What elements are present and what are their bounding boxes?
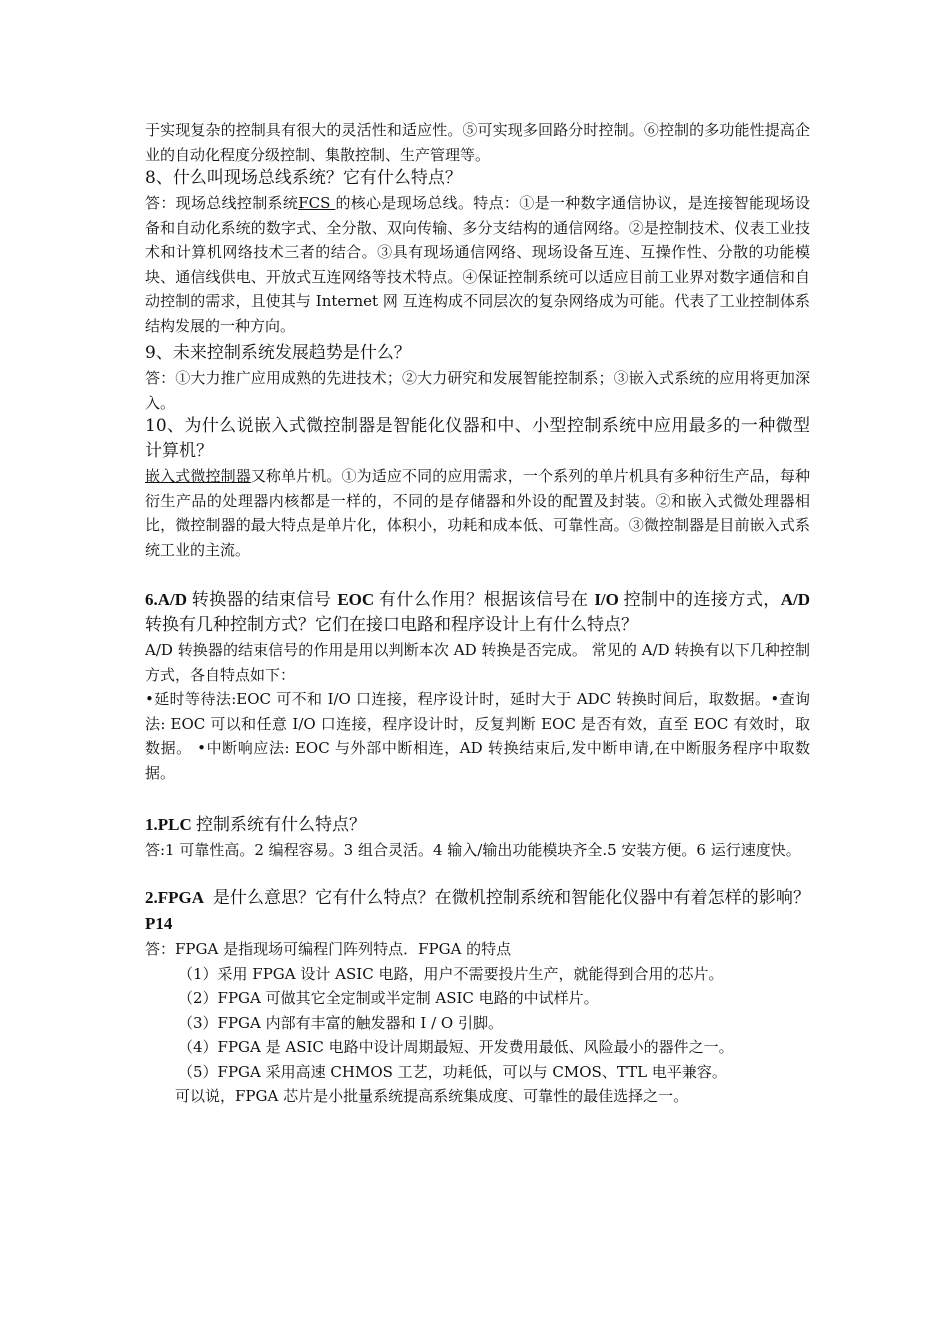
answer-10-body: 又称单片机。①为适应不同的应用需求，一个系列的单片机具有多种衍生产品，每种衍生产品的处理器内核都是一样的，不同的是存储器和外设的配置及封装。②和嵌入式微处理器相比，微控制器的最大特点是单片化，体积小，功耗和成本低、可靠性高。③微控制器是目前嵌入式系统工业的主流。 — [145, 467, 810, 559]
microcontroller-term: 嵌入式微控制器 — [145, 467, 251, 485]
question-6-answer-2: •延时等待法:EOC 可不和 I/O 口连接，程序设计时，延时大于 ADC 转换时间后，取数据。•查询法: EOC 可以和任意 I/O 口连接，程序设计时，反复判断 EOC 是否有效，直至 EOC 有效时，取数据。 •中断响应法: EOC 与外部中断相连，AD 转换结束后,发中断申请,在中断服务程序中取数据。 — [145, 690, 810, 782]
fcs-term: FCS — [298, 194, 336, 212]
continuation-paragraph — [145, 118, 810, 167]
question-2-conclusion: 可以说，FPGA 芯片是小批量系统提高系统集成度、可靠性的最佳选择之一。 — [175, 1087, 689, 1105]
answer-8-intro: 答：现场总线控制系统 — [145, 194, 299, 212]
question-1-number: 1.PLC — [145, 815, 196, 834]
question-9-block — [145, 341, 810, 415]
question-9-answer: 答：①大力推广应用成熟的先进技术；②大力研究和发展智能控制系；③嵌入式系统的应用将更加深入。 — [145, 369, 810, 412]
feature-item: （1）采用 FPGA 设计 ASIC 电路，用户不需要投片生产，就能得到合用的芯片。 — [178, 964, 724, 983]
question-1-text: 控制系统有什么特点？ — [196, 815, 366, 835]
question-1-answer: 答:1 可靠性高。2 编程容易。3 组合灵活。4 输入/输出功能模块齐全.5 安装方便。6 运行速度快。 — [145, 841, 801, 859]
question-6-text-1: 转换器的结束信号 — [191, 590, 338, 610]
feature-item: （2）FPGA 可做其它全定制或半定制 ASIC 电路的中试样片。 — [178, 989, 599, 1007]
feature-item: （5）FPGA 采用高速 CHMOS 工艺，功耗低，可以与 CMOS、TTL 电平兼容。 — [178, 1062, 727, 1081]
question-10-block — [145, 414, 810, 562]
question-6-text-2: 有什么作用？根据该信号在 — [378, 590, 595, 610]
answer-8-body: 的核心是现场总线。特点：①是一种数字通信协议，是连接智能现场设备和自动化系统的数字式、全分散、双向传输、多分支结构的通信网络。②是控制技术、仪表工业技术和计算机网络技术三者的结合。③具有现场通信网络、现场设备互连、互操作性、分散的功能模块、通信线供电、开放式互连网络等技术特点。④保证控制系统可以适应目前工业界对数字通信和自动控制的需求，且使其与 Internet 网 互连构成不同层次的复杂网络成为可能。代表了工业控制体系结构发展的一种方向。 — [145, 194, 810, 335]
question-8-title: 8、什么叫现场总线系统？它有什么特点？ — [145, 168, 462, 188]
page-reference: P14 — [145, 914, 173, 933]
question-6-title — [145, 587, 810, 638]
question-2-text: 是什么意思？它有什么特点？在微机控制系统和智能化仪器中有着怎样的影响？ — [207, 888, 810, 908]
question-6-number: 6.A/D — [145, 590, 192, 609]
io-term: I/O — [594, 590, 624, 609]
question-2-block — [145, 885, 810, 1109]
question-10-title: 10、为什么说嵌入式微控制器是智能化仪器和中、小型控制系统中应用最多的一种微型计算机？ — [145, 416, 810, 461]
question-2-intro: 答：FPGA 是指现场可编程门阵列特点．FPGA 的特点 — [145, 940, 512, 958]
question-6-block — [145, 587, 810, 785]
question-2-number: 2.FPGA — [145, 888, 208, 907]
question-1-title — [145, 812, 810, 838]
ad-term: A/D — [780, 590, 811, 609]
question-1-block — [145, 812, 810, 863]
question-8-block — [145, 166, 810, 338]
question-2-title — [145, 885, 810, 937]
feature-item: （4）FPGA 是 ASIC 电路中设计周期最短、开发费用最低、风险最小的器件之一。 — [178, 1038, 734, 1056]
eoc-term: EOC — [337, 590, 379, 609]
question-8-answer — [145, 191, 810, 338]
question-6-text-4: 转换有几种控制方式？它们在接口电路和程序设计上有什么特点？ — [145, 615, 638, 635]
question-6-answer-1: A/D 转换器的结束信号的作用是用以判断本次 AD 转换是否完成。 常见的 A/D 转换有以下几种控制方式，各自特点如下： — [145, 641, 810, 684]
continuation-block — [145, 118, 810, 167]
question-9-title: 9、未来控制系统发展趋势是什么？ — [145, 343, 411, 363]
continuation-text: 于实现复杂的控制具有很大的灵活性和适应性。⑤可实现多回路分时控制。⑥控制的多功能性提高企业的自动化程度分级控制、集散控制、生产管理等。 — [145, 121, 810, 164]
question-6-text-3: 控制中的连接方式， — [623, 590, 781, 610]
feature-item: （3）FPGA 内部有丰富的触发器和 I / O 引脚。 — [178, 1013, 503, 1032]
question-10-answer — [145, 464, 810, 562]
